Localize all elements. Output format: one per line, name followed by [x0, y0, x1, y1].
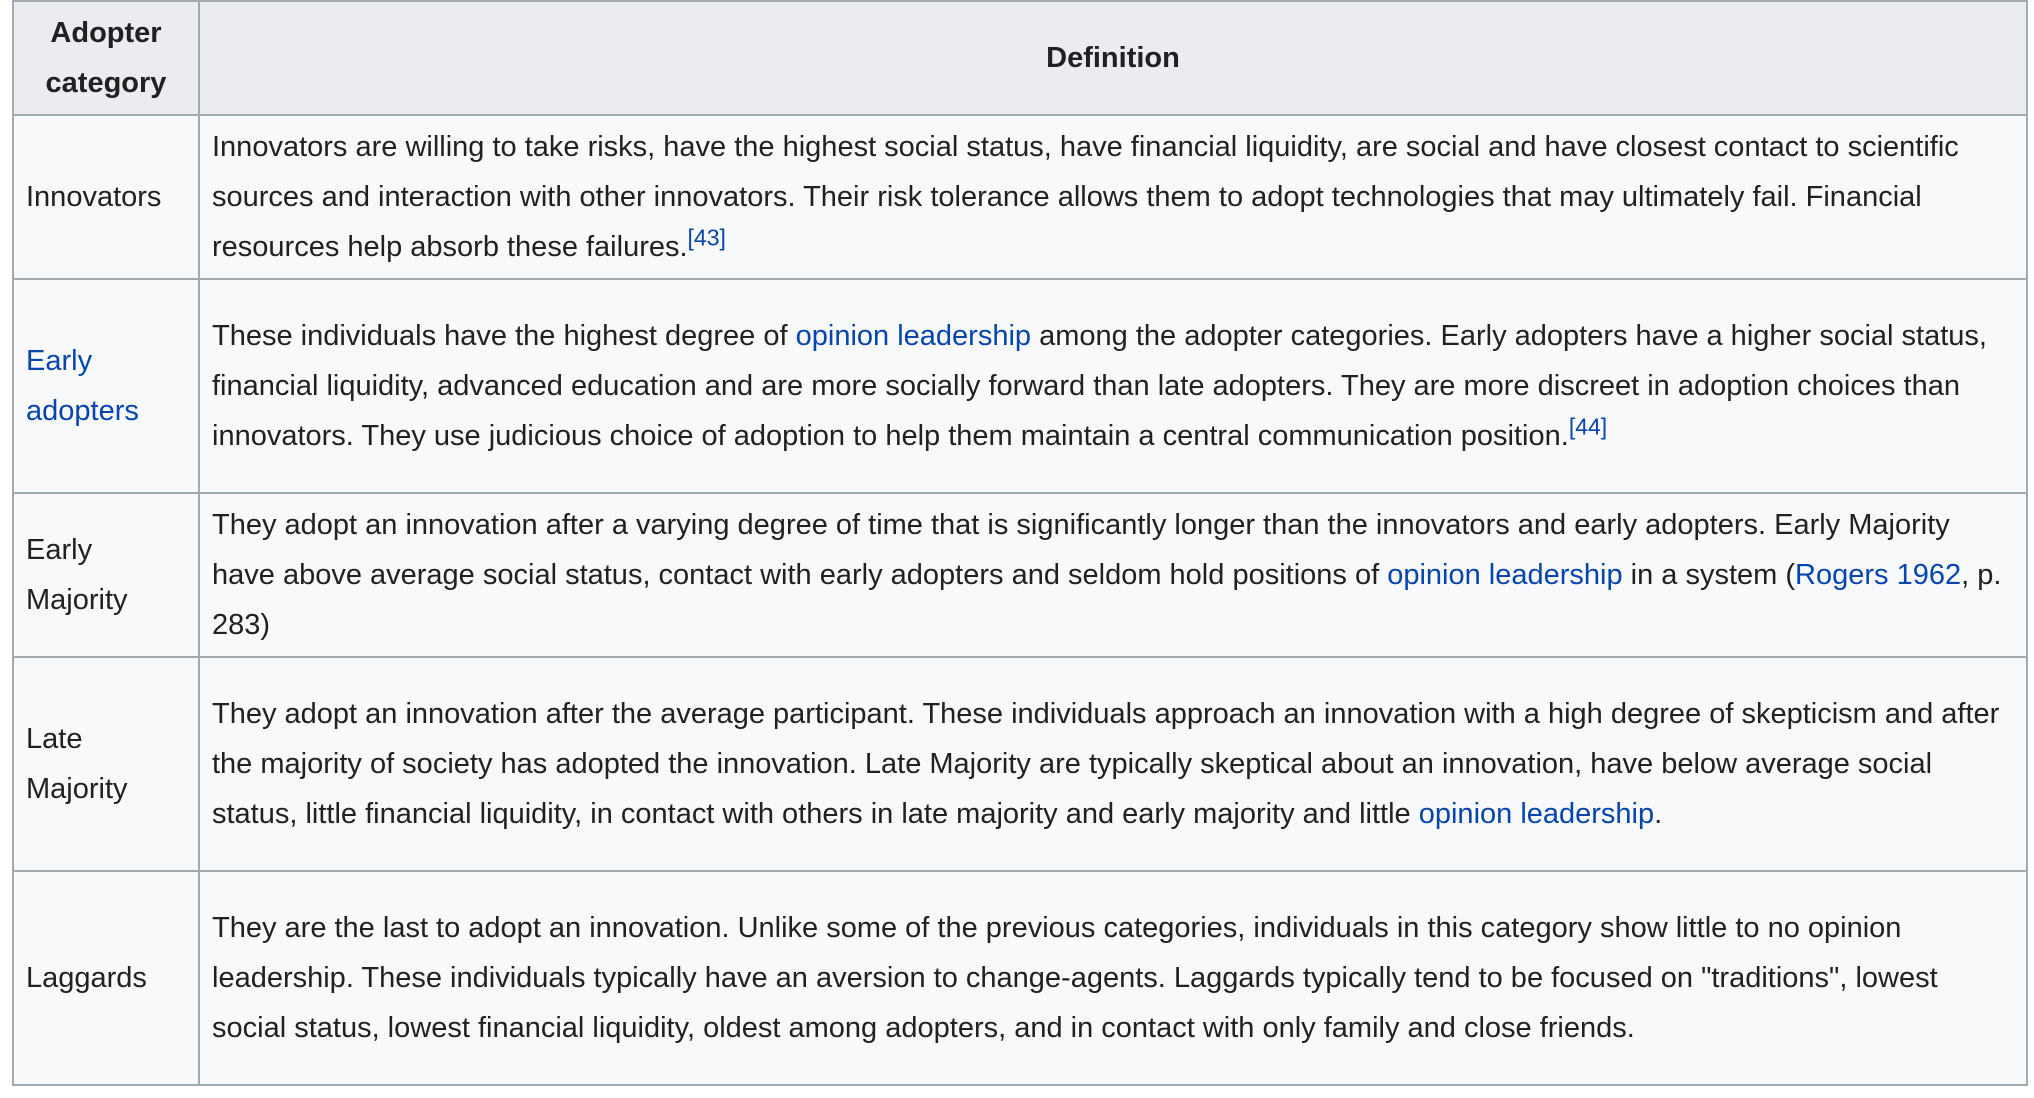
definition-text: in a system (: [1622, 559, 1796, 591]
definition-cell: [199, 279, 2027, 493]
rogers-1962-link[interactable]: Rogers 1962: [1795, 559, 1962, 591]
opinion-leadership-link[interactable]: opinion leadership: [795, 320, 1032, 352]
table-row: [13, 279, 2027, 493]
opinion-leadership-link[interactable]: opinion leadership: [1418, 798, 1655, 830]
citation-link[interactable]: [44]: [1568, 413, 1608, 440]
table-header-row: [13, 1, 2027, 115]
definition-text: , p. 283): [212, 559, 2002, 641]
column-header-category: Adopter category: [13, 1, 199, 115]
definition-cell: [199, 657, 2027, 871]
definition-cell: [199, 871, 2027, 1085]
category-cell: Early Majority: [13, 493, 199, 657]
definition-text: They are the last to adopt an innovation. Unlike some of the previous categories, individuals in this category show little to no opinion leadership. These individuals typically have an aversion to change-agents. Laggards typically tend to be focused on "traditions", lowest social status, lowest financial liquidity, oldest among adopters, and in contact with only family and close friends.: [212, 912, 1938, 1044]
definition-cell: [199, 115, 2027, 279]
definition-text: among the adopter categories. Early adopters have a higher social status, financial liquidity, advanced education and are more socially forward than late adopters. They are more discreet in adoption choices than innovators. They use judicious choice of adoption to help them maintain a central communication position.: [212, 320, 1987, 452]
definition-text: These individuals have the highest degree of: [212, 320, 796, 352]
definition-text: .: [1654, 798, 1663, 830]
table-row: [13, 115, 2027, 279]
adopter-categories-table: [12, 0, 2028, 1086]
category-cell: Laggards: [13, 871, 199, 1085]
category-cell: Late Majority: [13, 657, 199, 871]
category-cell: [13, 279, 199, 493]
definition-cell: [199, 493, 2027, 657]
category-cell: Innovators: [13, 115, 199, 279]
early-adopters-link[interactable]: Early adopters: [26, 345, 139, 427]
table-row: [13, 493, 2027, 657]
column-header-definition: Definition: [199, 1, 2027, 115]
table-row: [13, 657, 2027, 871]
citation-link[interactable]: [43]: [687, 224, 726, 251]
table-row: [13, 871, 2027, 1085]
opinion-leadership-link[interactable]: opinion leadership: [1387, 559, 1623, 591]
definition-text: They adopt an innovation after the average participant. These individuals approach an innovation with a high degree of skepticism and after the majority of society has adopted the innovation. Late Majority are typically skeptical about an innovation, have below average social status, little financial liquidity, in contact with others in late majority and early majority and little: [212, 698, 2000, 830]
definition-text: They adopt an innovation after a varying degree of time that is significantly longer than the innovators and early adopters. Early Majority have above average social status, contact with early adopters and seldom hold positions of: [212, 509, 1950, 591]
definition-text: Innovators are willing to take risks, have the highest social status, have financial liquidity, are social and have closest contact to scientific sources and interaction with other innovators. Their risk tolerance allows them to adopt technologies that may ultimately fail. Financial resources help absorb these failures.: [212, 131, 1959, 263]
